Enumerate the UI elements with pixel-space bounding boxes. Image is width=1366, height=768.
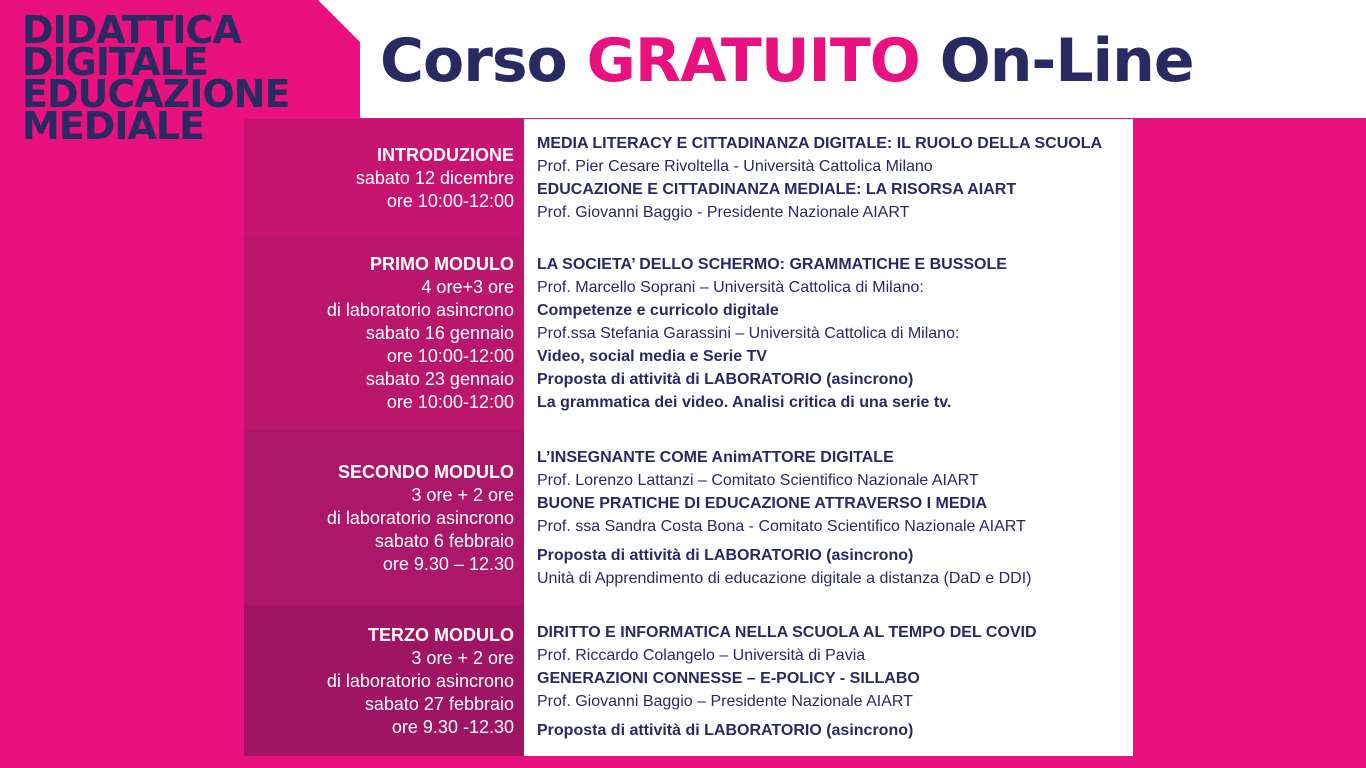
speaker: Prof. Riccardo Colangelo – Università di Pavia xyxy=(537,646,866,664)
section-detail: 3 ore + 2 ore xyxy=(411,484,514,505)
lab-description: Unità di Apprendimento di educazione digitale a distanza (DaD e DDI) xyxy=(537,570,1032,587)
brand-line: MEDIALE xyxy=(22,104,205,148)
section-detail: 3 ore + 2 ore xyxy=(411,647,514,668)
section-detail: sabato 16 gennaio xyxy=(365,323,514,343)
section-detail: di laboratorio asincrono xyxy=(326,670,514,691)
section-schedule xyxy=(244,237,524,430)
section-introduzione xyxy=(244,119,1133,237)
lab-title: Proposta di attività di LABORATORIO (asincrono) xyxy=(537,371,914,388)
section-detail: ore 10:00-12:00 xyxy=(386,346,514,366)
page-title xyxy=(380,26,1194,96)
lab-title: Proposta di attività di LABORATORIO (asincrono) xyxy=(537,547,914,564)
section-detail: ore 9.30 -12.30 xyxy=(391,716,514,737)
section-detail: ore 10:00-12:00 xyxy=(386,190,514,211)
speaker: Prof.ssa Stefania Garassini – Università Cattolica di Milano: xyxy=(537,325,960,342)
talk-title: L’INSEGNANTE COME AnimATTORE DIGITALE xyxy=(537,449,894,466)
talk-title: GENERAZIONI CONNESSE – E-POLICY - SILLABO xyxy=(537,669,920,687)
talk-title: EDUCAZIONE E CITTADINANZA MEDIALE: LA RISORSA AIART xyxy=(537,181,1017,198)
section-schedule xyxy=(244,119,524,237)
section-content xyxy=(537,119,1133,237)
speaker: Prof. Giovanni Baggio - Presidente Nazionale AIART xyxy=(537,204,910,221)
brand-line: DIGITALE xyxy=(22,40,208,84)
section-title: INTRODUZIONE xyxy=(377,144,514,165)
section-primo-modulo xyxy=(244,237,1133,430)
talk-title: Video, social media e Serie TV xyxy=(537,348,768,365)
talk-title: MEDIA LITERACY E CITTADINANZA DIGITALE: IL RUOLO DELLA SCUOLA xyxy=(537,135,1103,152)
section-schedule xyxy=(244,606,524,756)
section-content xyxy=(537,430,1133,606)
title-part: On-Line xyxy=(919,26,1194,96)
section-detail: sabato 23 gennaio xyxy=(365,369,514,389)
section-title: PRIMO MODULO xyxy=(370,254,514,274)
section-detail: di laboratorio asincrono xyxy=(326,300,514,320)
lab-description: La grammatica dei video. Analisi critica di una serie tv. xyxy=(537,394,952,411)
title-highlight: GRATUITO xyxy=(586,26,920,96)
section-title: TERZO MODULO xyxy=(368,624,514,645)
section-detail: ore 10:00-12:00 xyxy=(386,392,514,412)
speaker: Prof. Pier Cesare Rivoltella - Università Cattolica Milano xyxy=(537,158,933,175)
section-detail: sabato 6 febbraio xyxy=(374,530,514,551)
section-detail: di laboratorio asincrono xyxy=(326,507,514,528)
section-terzo-modulo xyxy=(244,606,1133,756)
talk-title: DIRITTO E INFORMATICA NELLA SCUOLA AL TEMPO DEL COVID xyxy=(537,623,1037,641)
speaker: Prof. Giovanni Baggio – Presidente Nazionale AIART xyxy=(537,692,913,710)
talk-title: BUONE PRATICHE DI EDUCAZIONE ATTRAVERSO I MEDIA xyxy=(537,495,988,512)
talk-title: LA SOCIETA’ DELLO SCHERMO: GRAMMATICHE E BUSSOLE xyxy=(537,256,1007,273)
speaker: Prof. ssa Sandra Costa Bona - Comitato Scientifico Nazionale AIART xyxy=(537,518,1026,535)
section-title: SECONDO MODULO xyxy=(337,461,514,482)
section-detail: ore 9.30 – 12.30 xyxy=(382,553,514,574)
section-secondo-modulo xyxy=(244,430,1133,606)
section-detail: sabato 12 dicembre xyxy=(355,167,514,188)
title-part: Corso xyxy=(380,26,587,96)
speaker: Prof. Marcello Soprani – Università Cattolica di Milano: xyxy=(537,279,924,296)
brand-line: DIDATTICA xyxy=(22,8,241,52)
speaker: Prof. Lorenzo Lattanzi – Comitato Scientifico Nazionale AIART xyxy=(537,472,979,489)
section-detail: sabato 27 febbraio xyxy=(364,693,514,714)
lab-title: Proposta di attività di LABORATORIO (asincrono) xyxy=(537,721,914,739)
section-schedule xyxy=(244,430,524,606)
talk-title: Competenze e curricolo digitale xyxy=(537,302,779,319)
program-table xyxy=(244,119,1133,756)
section-content xyxy=(537,606,1133,756)
section-detail: 4 ore+3 ore xyxy=(421,277,514,297)
brand-line: EDUCAZIONE xyxy=(22,72,290,116)
section-content xyxy=(537,237,1133,430)
